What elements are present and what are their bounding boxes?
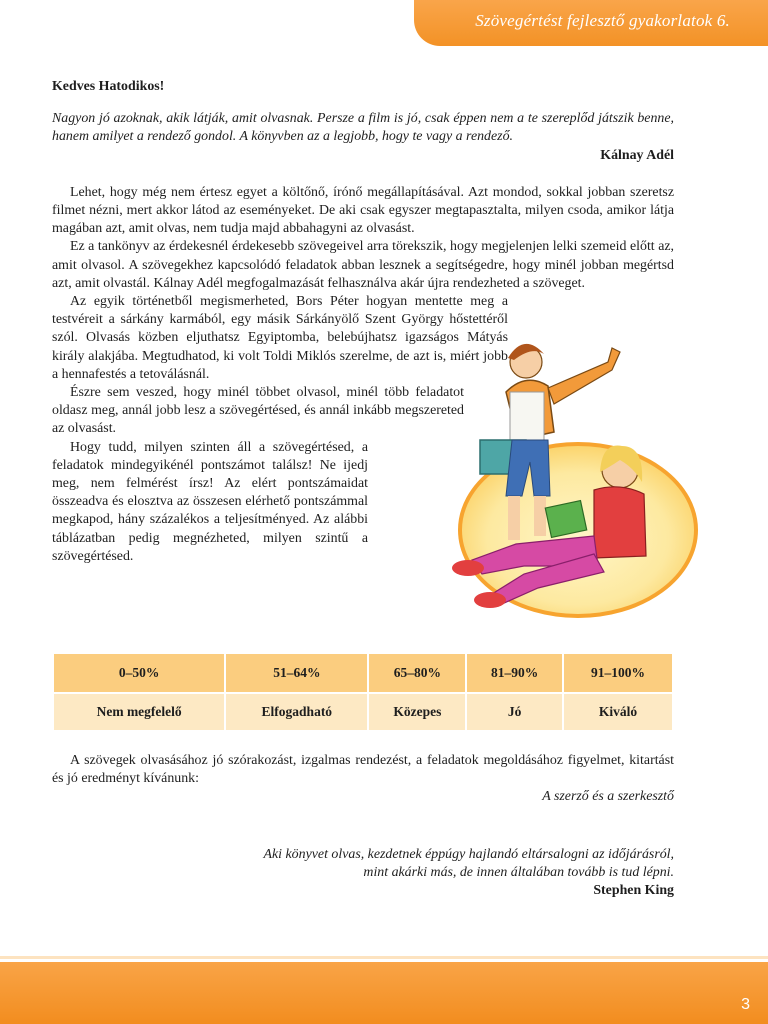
motto-quote: Nagyon jó azoknak, akik látják, amit olvasnak. Persze a film is jó, csak éppen nem a te szereplőd játszik benne, hanem amilyet a rendező gondol. A könyvben az a legjobb, hogy te vagy a rendező. [52,111,674,145]
level-range-cell: 51–64% [226,654,367,692]
closing-signature: A szerző és a szerkesztő [542,789,674,805]
level-label-cell: Jó [467,692,562,730]
quote-line-2: mint akárki más, de innen általában tovább is tud lépni. [363,865,674,881]
reading-children-illustration [398,322,698,622]
motto-author: Kálnay Adél [600,147,674,163]
greeting: Kedves Hatodikos! [52,79,165,94]
page-number: 3 [741,996,750,1013]
stephen-king-quote [52,846,674,901]
paragraph-5: Hogy tudd, milyen szinten áll a szövegértésed, a feladatok mindegyikénél pontszámot találsz! Ne ijedj meg, nem felmérést írsz! Az elért pontszámaidat összeadva és elosztva az összesen elérhető pontszámmal megkapod, hány százalékos a teljesítményed. Az alábbi táblázatban pedig megnézheted, milyen szintű a szövegértésed. [52,439,368,564]
level-label-cell: Nem megfelelő [54,692,224,730]
level-label-cell: Kiváló [564,692,672,730]
level-label-cell: Elfogadható [226,692,367,730]
series-title: Szövegértést fejlesztő gyakorlatok 6. [475,11,730,30]
quote-author: Stephen King [593,883,674,899]
closing-wish: A szövegek olvasásához jó szórakozást, izgalmas rendezést, a feladatok megoldásához figyelmet, kitartást és jó eredményt kívánunk: [52,753,674,787]
paragraph-2: Ez a tankönyv az érdekesnél érdekesebb szövegeivel arra törekszik, hogy megjelenjen lelki szemeid előtt az, amit olvasol. A szövegekhez kapcsolódó feladatok abban lesznek a segítségedre, hogy minél jobban megértsd azt, amit olvastál. Kálnay Adél megfogalmazását felhasználva akár újra rendezheted a szöveget. [52,239,674,291]
level-range-cell: 91–100% [564,654,672,692]
level-range-cell: 65–80% [369,654,465,692]
header-title-tab [414,0,768,46]
footer-band [0,962,768,1024]
footer-stripe [0,956,768,959]
level-label-cell: Közepes [369,692,465,730]
paragraph-4: Észre sem veszed, hogy minél többet olvasol, minél több feladatot oldasz meg, annál jobb lesz a szövegértésed, és annál inkább megszereted az olvasást. [52,385,464,437]
level-label-row [54,692,672,730]
level-range-cell: 0–50% [54,654,224,692]
quote-line-1: Aki könyvet olvas, kezdetnek éppúgy hajlandó eltársalogni az időjárásról, [263,847,674,862]
level-range-cell: 81–90% [467,654,562,692]
paragraph-3: Az egyik történetből megismerheted, Bors Péter hogyan mentette meg a testvéreit a sárkány karmából, egy másik Sárkányölő Szent György hőstettéről szól. Olvasás közben eljuthatsz Egyiptomba, belebújhatsz igazságos Mátyás király alakjába. Megtudhatod, ki volt Toldi Miklós szerelme, de azt is, miért jobb a hennafestés a tetoválásnál. [52,294,508,382]
reading-level-table [52,654,674,730]
closing-section [52,752,674,807]
level-range-row [54,654,672,692]
paragraph-1: Lehet, hogy még nem értesz egyet a költőnő, írónő megállapításával. Azt mondod, sokkal jobban szeretsz filmet nézni, mert akkor látod az eseményeket. De aki csak egyszer megtapasztalta, milyen csoda, amikor látja magában azt, amit olvas, nem tudja majd abbahagyni az olvasást. [52,184,674,237]
